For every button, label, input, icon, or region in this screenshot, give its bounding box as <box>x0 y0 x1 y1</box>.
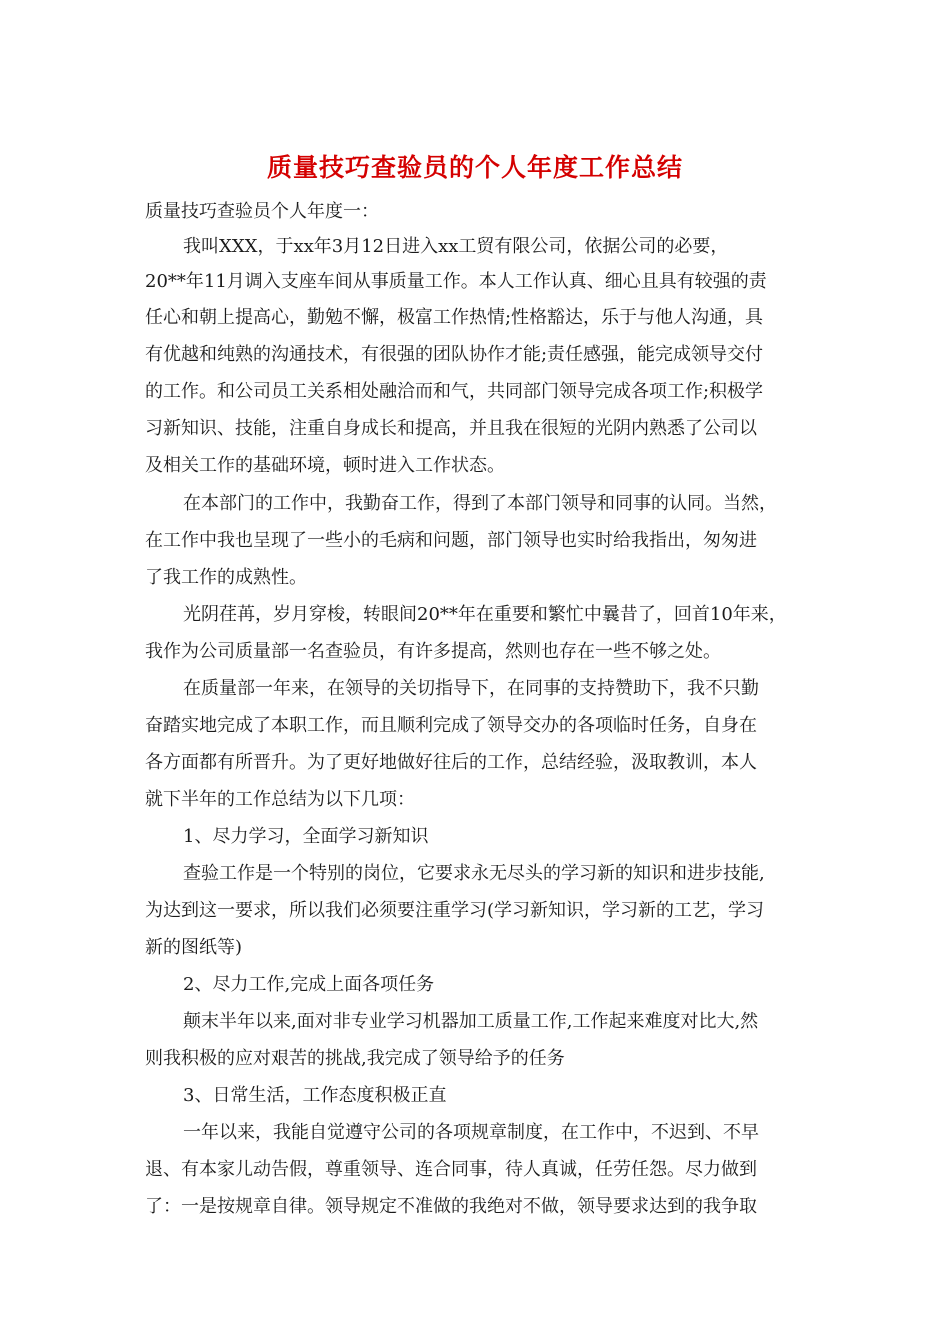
paragraph-line: 为达到这一要求，所以我们必须要注重学习(学习新知识，学习新的工艺，学习 <box>145 900 765 921</box>
paragraph-line: 查验工作是一个特别的岗位，它要求永无尽头的学习新的知识和进步技能, <box>183 863 765 884</box>
paragraph-line: 在本部门的工作中，我勤奋工作，得到了本部门领导和同事的认同。当然， <box>183 493 777 514</box>
paragraph-line: 了：一是按规章自律。领导规定不准做的我绝对不做，领导要求达到的我争取 <box>145 1196 757 1217</box>
paragraph-line: 一年以来，我能自觉遵守公司的各项规章制度，在工作中，不迟到、不早 <box>183 1122 759 1143</box>
document-title: 质量技巧查验员的个人年度工作总结 <box>266 153 683 182</box>
paragraph-line: 20**年11月调入支座车间从事质量工作。本人工作认真、细心且具有较强的责 <box>145 271 767 292</box>
paragraph-line: 及相关工作的基础环境，顿时进入工作状态。 <box>145 455 505 476</box>
paragraph-line: 有优越和纯熟的沟通技术，有很强的团队协作才能;责任感强，能完成领导交付 <box>145 344 764 365</box>
paragraph-line: 在质量部一年来，在领导的关切指导下，在同事的支持赞助下，我不只勤 <box>183 678 759 699</box>
paragraph-line: 我作为公司质量部一名查验员，有许多提高，然则也存在一些不够之处。 <box>145 641 721 662</box>
paragraph-line: 的工作。和公司员工关系相处融洽而和气，共同部门领导完成各项工作;积极学 <box>145 381 764 402</box>
list-heading: 1、尽力学习，全面学习新知识 <box>183 826 429 847</box>
list-heading: 3、日常生活，工作态度积极正直 <box>183 1085 447 1106</box>
paragraph-line: 颠末半年以来,面对非专业学习机器加工质量工作,工作起来难度对比大,然 <box>183 1011 759 1032</box>
paragraph-line: 了我工作的成熟性。 <box>145 567 307 588</box>
paragraph-line: 新的图纸等) <box>145 937 243 958</box>
paragraph-line: 就下半年的工作总结为以下几项： <box>145 789 415 810</box>
paragraph-line: 任心和朝上提高心，勤勉不懈，极富工作热情;性格豁达，乐于与他人沟通，具 <box>145 307 764 328</box>
paragraph-line: 习新知识、技能，注重自身成长和提高，并且我在很短的光阴内熟悉了公司以 <box>145 418 757 439</box>
paragraph-line: 光阴荏苒，岁月穿梭，转眼间20**年在重要和繁忙中曩昔了，回首10年来， <box>183 604 787 625</box>
list-heading: 2、尽力工作,完成上面各项任务 <box>183 974 435 995</box>
paragraph-line: 在工作中我也呈现了一些小的毛病和问题，部门领导也实时给我指出，匆匆进 <box>145 530 757 551</box>
paragraph-line: 各方面都有所晋升。为了更好地做好往后的工作，总结经验，汲取教训，本人 <box>145 752 757 773</box>
paragraph-line: 则我积极的应对艰苦的挑战,我完成了领导给予的任务 <box>145 1048 565 1069</box>
paragraph-line: 我叫XXX，于xx年3月12日进入xx工贸有限公司，依据公司的必要， <box>183 236 729 257</box>
paragraph-line: 退、有本家儿动告假，尊重领导、连合同事，待人真诚，任劳任怨。尽力做到 <box>145 1159 757 1180</box>
paragraph-line: 奋踏实地完成了本职工作，而且顺利完成了领导交办的各项临时任务，自身在 <box>145 715 757 736</box>
section-heading: 质量技巧查验员个人年度一： <box>145 201 379 222</box>
